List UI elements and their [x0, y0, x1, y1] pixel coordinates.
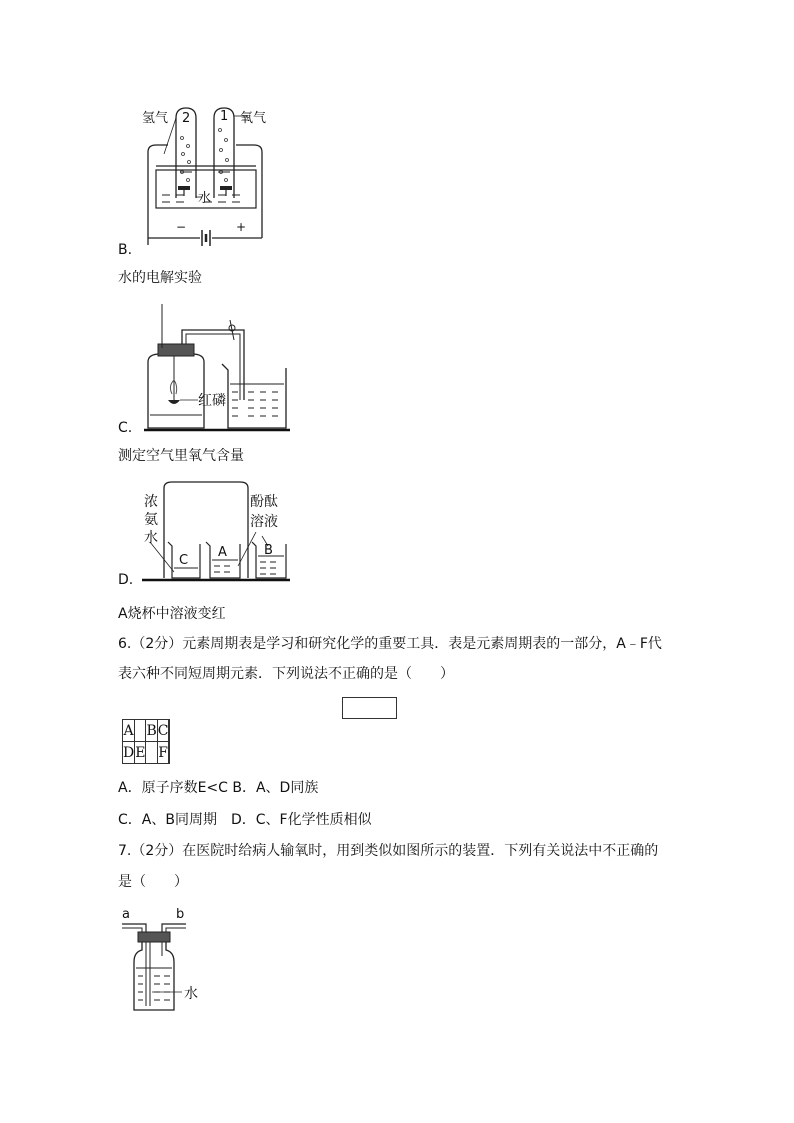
figure-water-electrolysis [118, 100, 298, 250]
tube-b-label: b [176, 907, 185, 922]
option-b-letter: B. [118, 242, 133, 258]
ammonia-label-1: 浓 [144, 494, 158, 510]
oxygen-label: 氧气 [240, 111, 267, 126]
humidifier-bottle-diagram [118, 902, 218, 1017]
caption-electrolysis: 水的电解实验 [118, 270, 202, 286]
table-cell: E [135, 742, 146, 764]
table-cell: C [157, 720, 169, 742]
question-6-line1: 6.（2分）元素周期表是学习和研究化学的重要工具．表是元素周期表的一部分，A﹣F代 [118, 636, 662, 652]
table-cell: B [146, 720, 157, 742]
table-cell [135, 720, 146, 742]
caption-oxygen-content: 测定空气里氧气含量 [118, 448, 244, 464]
caption-ammonia: A烧杯中溶液变红 [118, 606, 226, 622]
table-cell [169, 742, 170, 764]
question-7-line1: 7.（2分）在医院时给病人输氧时，用到类似如图所示的装置．下列有关说法中不正确的 [118, 843, 659, 859]
red-phosphorus-label: 红磷 [198, 393, 226, 409]
beaker-a-label: A [218, 545, 227, 560]
ammonia-label-2: 氨 [144, 512, 158, 528]
phenolphthalein-label-2: 溶液 [250, 514, 278, 530]
table-cell [169, 720, 170, 742]
table-row [123, 720, 170, 742]
table-cell: A [123, 720, 135, 742]
electrolysis-diagram [118, 100, 298, 250]
question-6-options-ab: A．原子序数E<C B．A、D同族 [118, 780, 319, 796]
option-d-letter: D. [118, 572, 134, 588]
ammonia-diffusion-diagram [138, 476, 298, 586]
water-label: 水 [184, 986, 198, 1002]
phenolphthalein-label-1: 酚酞 [250, 494, 278, 510]
table-cell: D [123, 742, 135, 764]
figure-oxygen-content [140, 300, 300, 435]
tube1-number: 1 [220, 109, 229, 124]
beaker-c-label: C [179, 553, 189, 568]
table-row [123, 742, 170, 764]
hydrogen-label: 氢气 [142, 111, 169, 126]
minus-sign: − [176, 220, 187, 234]
question-6-line2: 表六种不同短周期元素．下列说法不正确的是（ ） [118, 666, 454, 682]
question-6-options-cd: C．A、B同周期 D．C、F化学性质相似 [118, 812, 372, 828]
tube-a-label: a [122, 907, 130, 922]
beaker-b-label: B [264, 543, 273, 558]
figure-ammonia-diffusion [138, 476, 298, 586]
table-top-cell [342, 697, 397, 719]
question-7-line2: 是（ ） [118, 874, 188, 890]
oxygen-content-diagram [140, 300, 300, 435]
water-label: 水 [198, 191, 212, 206]
table-cell [146, 742, 157, 764]
table-cell: F [157, 742, 169, 764]
ammonia-label-3: 水 [144, 530, 158, 546]
plus-sign: + [236, 220, 247, 234]
option-c-letter: C. [118, 420, 133, 436]
figure-oxygen-humidifier [118, 902, 218, 1017]
tube2-number: 2 [182, 111, 191, 126]
